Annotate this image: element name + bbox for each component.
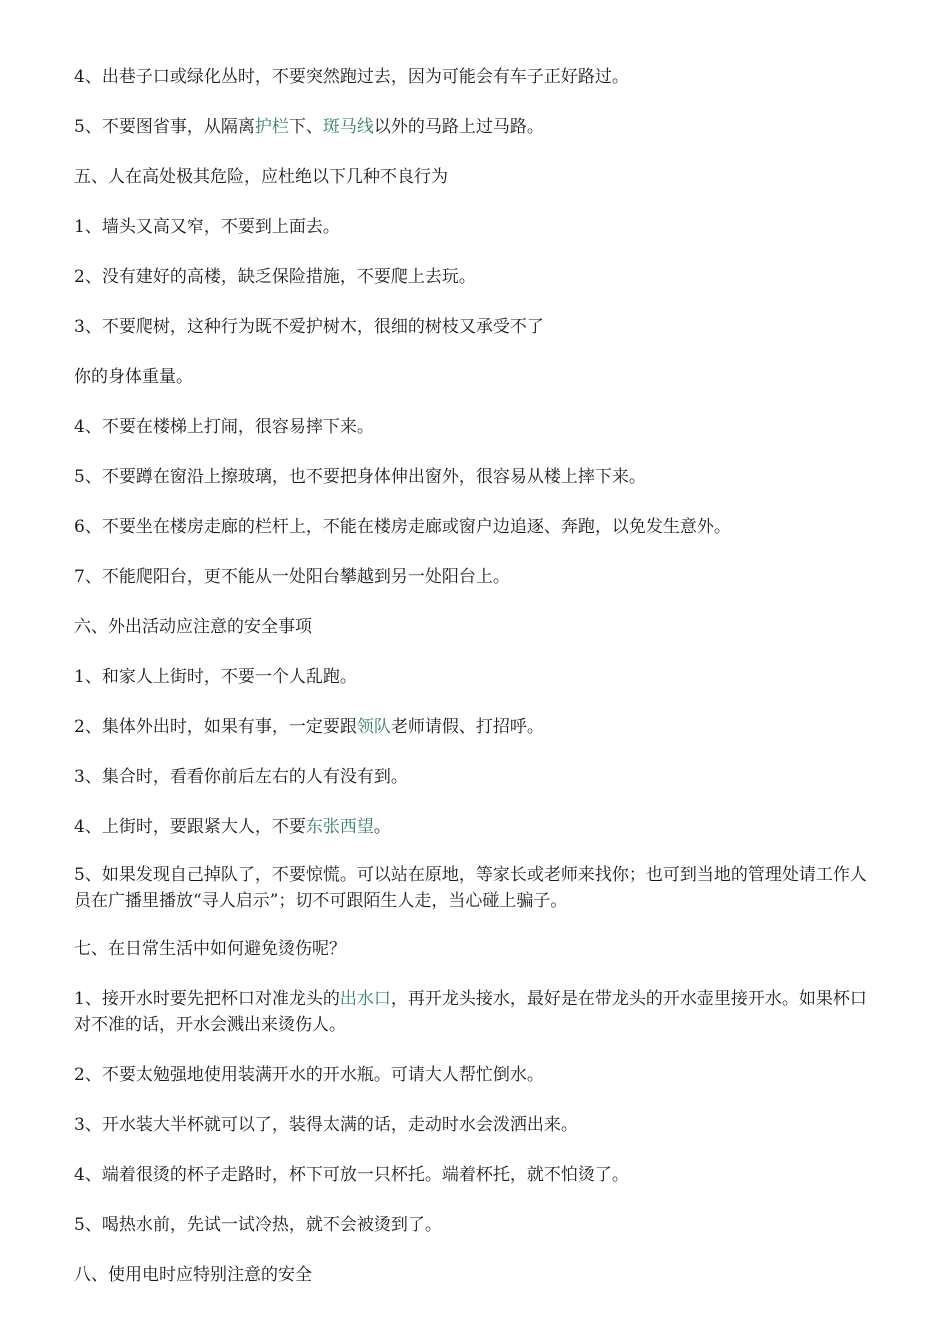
text-line <box>74 714 880 740</box>
text-segment: 老师请假、打招呼。 <box>390 717 544 737</box>
section-heading: 六、外出活动应注意的安全事项 <box>74 617 312 637</box>
text-line: 5、不要蹲在窗沿上擦玻璃，也不要把身体伸出窗外，很容易从楼上摔下来。 <box>74 467 646 487</box>
text-line: 7、不能爬阳台，更不能从一处阳台攀越到另一处阳台上。 <box>74 567 510 587</box>
text-paragraph <box>74 986 880 1038</box>
text-line: 3、不要爬树，这种行为既不爱护树木，很细的树枝又承受不了 <box>74 317 544 337</box>
text-line: 3、开水装大半杯就可以了，装得太满的话，走动时水会泼洒出来。 <box>74 1115 578 1135</box>
text-segment: 下、 <box>288 117 323 137</box>
keyword-link[interactable]: 东张西望 <box>305 817 374 837</box>
section-heading: 七、在日常生活中如何避免烫伤呢？ <box>74 939 346 959</box>
text-segment: 4、上街时，要跟紧大人，不要 <box>74 817 306 837</box>
text-line: 2、不要太勉强地使用装满开水的开水瓶。可请大人帮忙倒水。 <box>74 1065 544 1085</box>
text-line: 4、出巷子口或绿化丛时，不要突然跑过去，因为可能会有车子正好路过。 <box>74 67 629 87</box>
section-heading: 八、使用电时应特别注意的安全 <box>74 1265 312 1285</box>
keyword-link[interactable]: 领队 <box>356 717 391 737</box>
text-line: 3、集合时，看看你前后左右的人有没有到。 <box>74 767 408 787</box>
text-line: 6、不要坐在楼房走廊的栏杆上，不能在楼房走廊或窗户边追逐、奔跑，以免发生意外。 <box>74 517 731 537</box>
text-segment: 。 <box>373 817 391 837</box>
text-line <box>74 114 880 140</box>
text-line: 4、端着很烫的杯子走路时，杯下可放一只杯托。端着杯托，就不怕烫了。 <box>74 1165 629 1185</box>
text-line: 你的身体重量。 <box>74 367 193 387</box>
text-segment: 1、接开水时要先把杯口对准龙头的 <box>74 989 340 1009</box>
text-line: 1、墙头又高又窄，不要到上面去。 <box>74 217 340 237</box>
text-line: 4、不要在楼梯上打闹，很容易摔下来。 <box>74 417 374 437</box>
section-heading: 五、人在高处极其危险，应杜绝以下几种不良行为 <box>74 167 448 187</box>
text-segment: 2、集体外出时，如果有事，一定要跟 <box>74 717 357 737</box>
keyword-link[interactable]: 斑马线 <box>322 117 374 137</box>
keyword-link[interactable]: 出水口 <box>339 989 391 1009</box>
text-line <box>74 814 880 840</box>
text-segment: ，再开龙头接水，最好是在带龙头的开水壶里接开水。如果杯口对不准的话，开水会溅出来烫伤人。 <box>74 989 867 1035</box>
text-paragraph: 5、如果发现自己掉队了，不要惊慌。可以站在原地，等家长或老师来找你；也可到当地的管理处请工作人员在广播里播放“寻人启示”；切不可跟陌生人走，当心碰上骗子。 <box>74 865 867 911</box>
text-segment: 以外的马路上过马路。 <box>373 117 544 137</box>
text-line: 2、没有建好的高楼，缺乏保险措施，不要爬上去玩。 <box>74 267 476 287</box>
text-line: 1、和家人上街时，不要一个人乱跑。 <box>74 667 357 687</box>
keyword-link[interactable]: 护栏 <box>254 117 289 137</box>
text-line: 5、喝热水前，先试一试冷热，就不会被烫到了。 <box>74 1215 442 1235</box>
text-segment: 5、不要图省事，从隔离 <box>74 117 255 137</box>
